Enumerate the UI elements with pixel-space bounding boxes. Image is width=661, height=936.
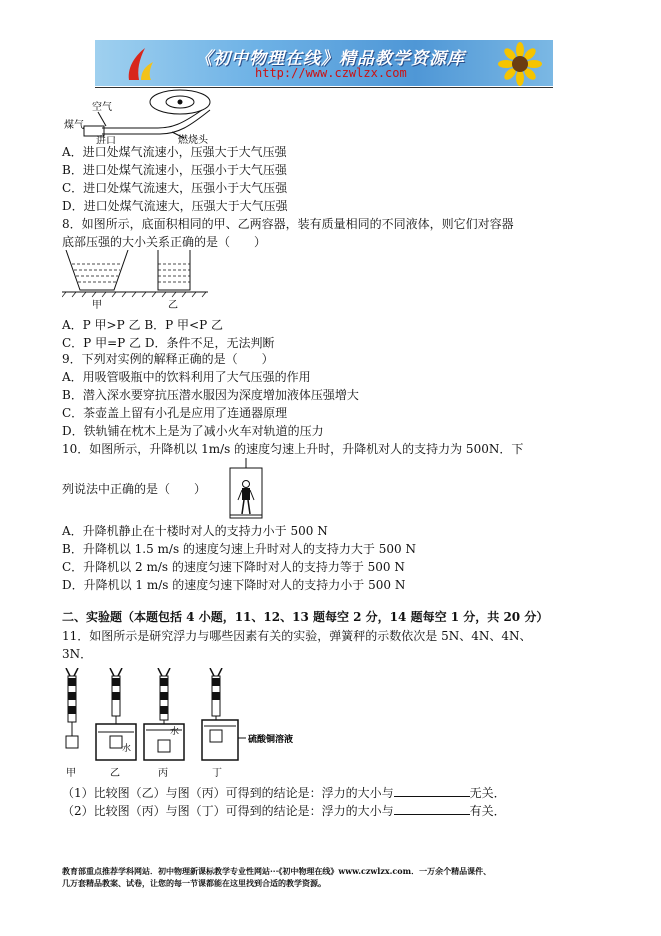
section-2-title: 二、实验题（本题包括 4 小题，11、12、13 题每空 2 分，14 题每空 1 分，共 20 分） <box>62 610 549 624</box>
label-fig-bing: 丙 <box>158 768 168 779</box>
spring-scale-bing <box>144 668 184 760</box>
q10-stem-line1: 10．如图所示，升降机以 1m/s 的速度匀速上升时，升降机对人的支持力为 500N．下 <box>62 442 524 456</box>
q7-gas-stove-figure <box>62 88 222 144</box>
q11-sub1-blank[interactable] <box>394 785 470 797</box>
label-copper-sulfate: 硫酸铜溶液 <box>248 735 294 745</box>
q11-sub2-blank[interactable] <box>394 803 470 815</box>
q9-option-c: C．茶壶盖上留有小孔是应用了连通器原理 <box>62 406 288 420</box>
sunflower-icon <box>490 42 550 86</box>
footer-line2: 几万套精品教案、试卷，让您的每一节课都能在这里找到合适的教学资源。 <box>62 878 326 888</box>
q10-option-c: C．升降机以 2 m/s 的速度匀速下降时对人的支持力等于 500 N <box>62 560 405 574</box>
footer-line1: 教育部重点推荐学科网站．初中物理新课标教学专业性网站···《初中物理在线》www.czwlzx.com．一万余个精品课件、 <box>62 866 492 876</box>
label-fig-ding: 丁 <box>212 768 222 779</box>
q8-options-cd: C．P 甲=P 乙 D．条件不足，无法判断 <box>62 336 275 350</box>
label-burner: 燃烧头 <box>178 135 208 144</box>
label-water-2: 水 <box>170 727 180 737</box>
spring-scale-jia <box>66 668 78 748</box>
banner-title: 《初中物理在线》精品教学资源库 <box>195 49 465 69</box>
q7-option-b: B．进口处煤气流速小，压强小于大气压强 <box>62 163 287 177</box>
q9-option-d: D．铁轨铺在枕木上是为了减小火车对轨道的压力 <box>62 424 324 438</box>
q11-sub1-end: 无关． <box>469 786 506 800</box>
label-yi: 乙 <box>168 300 178 311</box>
q8-containers-figure <box>62 250 212 312</box>
q10-option-d: D．升降机以 1 m/s 的速度匀速下降时对人的支持力小于 500 N <box>62 578 406 592</box>
q8-stem-line2: 底部压强的大小关系正确的是（ ） <box>62 235 267 249</box>
label-water-1: 水 <box>122 744 132 754</box>
q11-sub2-end: 有关． <box>469 804 506 818</box>
label-fig-yi: 乙 <box>110 768 120 779</box>
q11-sub1-text: （1）比较图（乙）与图（丙）可得到的结论是：浮力的大小与 <box>62 786 394 800</box>
site-logo-icon <box>125 46 155 82</box>
label-inlet: 进口 <box>96 136 116 144</box>
q10-option-b: B．升降机以 1.5 m/s 的速度匀速上升时对人的支持力大于 500 N <box>62 542 416 556</box>
q10-stem-line2: 列说法中正确的是（ ） <box>62 482 207 496</box>
q8-options-ab: A．P 甲>P 乙 B．P 甲<P 乙 <box>62 318 223 332</box>
label-fig-jia: 甲 <box>66 768 76 779</box>
q8-stem-line1: 8．如图所示，底面积相同的甲、乙两容器，装有质量相同的不同液体，则它们对容器 <box>62 217 514 231</box>
label-gas: 煤气 <box>64 120 84 131</box>
q10-option-a: A．升降机静止在十楼时对人的支持力小于 500 N <box>62 524 328 538</box>
q10-elevator-figure <box>228 458 264 520</box>
spring-scale-ding <box>202 668 246 760</box>
q11-stem-line1: 11．如图所示是研究浮力与哪些因素有关的实验，弹簧秤的示数依次是 5N、4N、4N、 <box>62 629 532 643</box>
q11-sub1 <box>62 784 506 802</box>
header-banner <box>95 40 553 86</box>
q7-option-d: D．进口处煤气流速大，压强大于大气压强 <box>62 199 288 213</box>
q11-stem-line2: 3N． <box>62 647 93 661</box>
q9-option-b: B．潜入深水要穿抗压潜水服因为深度增加液体压强增大 <box>62 388 359 402</box>
label-air: 空气 <box>92 102 112 113</box>
q11-sub2 <box>62 802 506 820</box>
q9-stem: 9．下列对实例的解释正确的是（ ） <box>62 352 274 366</box>
q11-sub2-text: （2）比较图（丙）与图（丁）可得到的结论是：浮力的大小与 <box>62 804 394 818</box>
banner-url: http://www.czwlzx.com <box>255 66 407 80</box>
q7-option-a: A．进口处煤气流速小，压强大于大气压强 <box>62 145 287 159</box>
q11-buoyancy-figure <box>62 668 322 780</box>
label-jia: 甲 <box>92 300 102 311</box>
q9-option-a: A．用吸管吸瓶中的饮料利用了大气压强的作用 <box>62 370 311 384</box>
q7-option-c: C．进口处煤气流速大，压强小于大气压强 <box>62 181 288 195</box>
